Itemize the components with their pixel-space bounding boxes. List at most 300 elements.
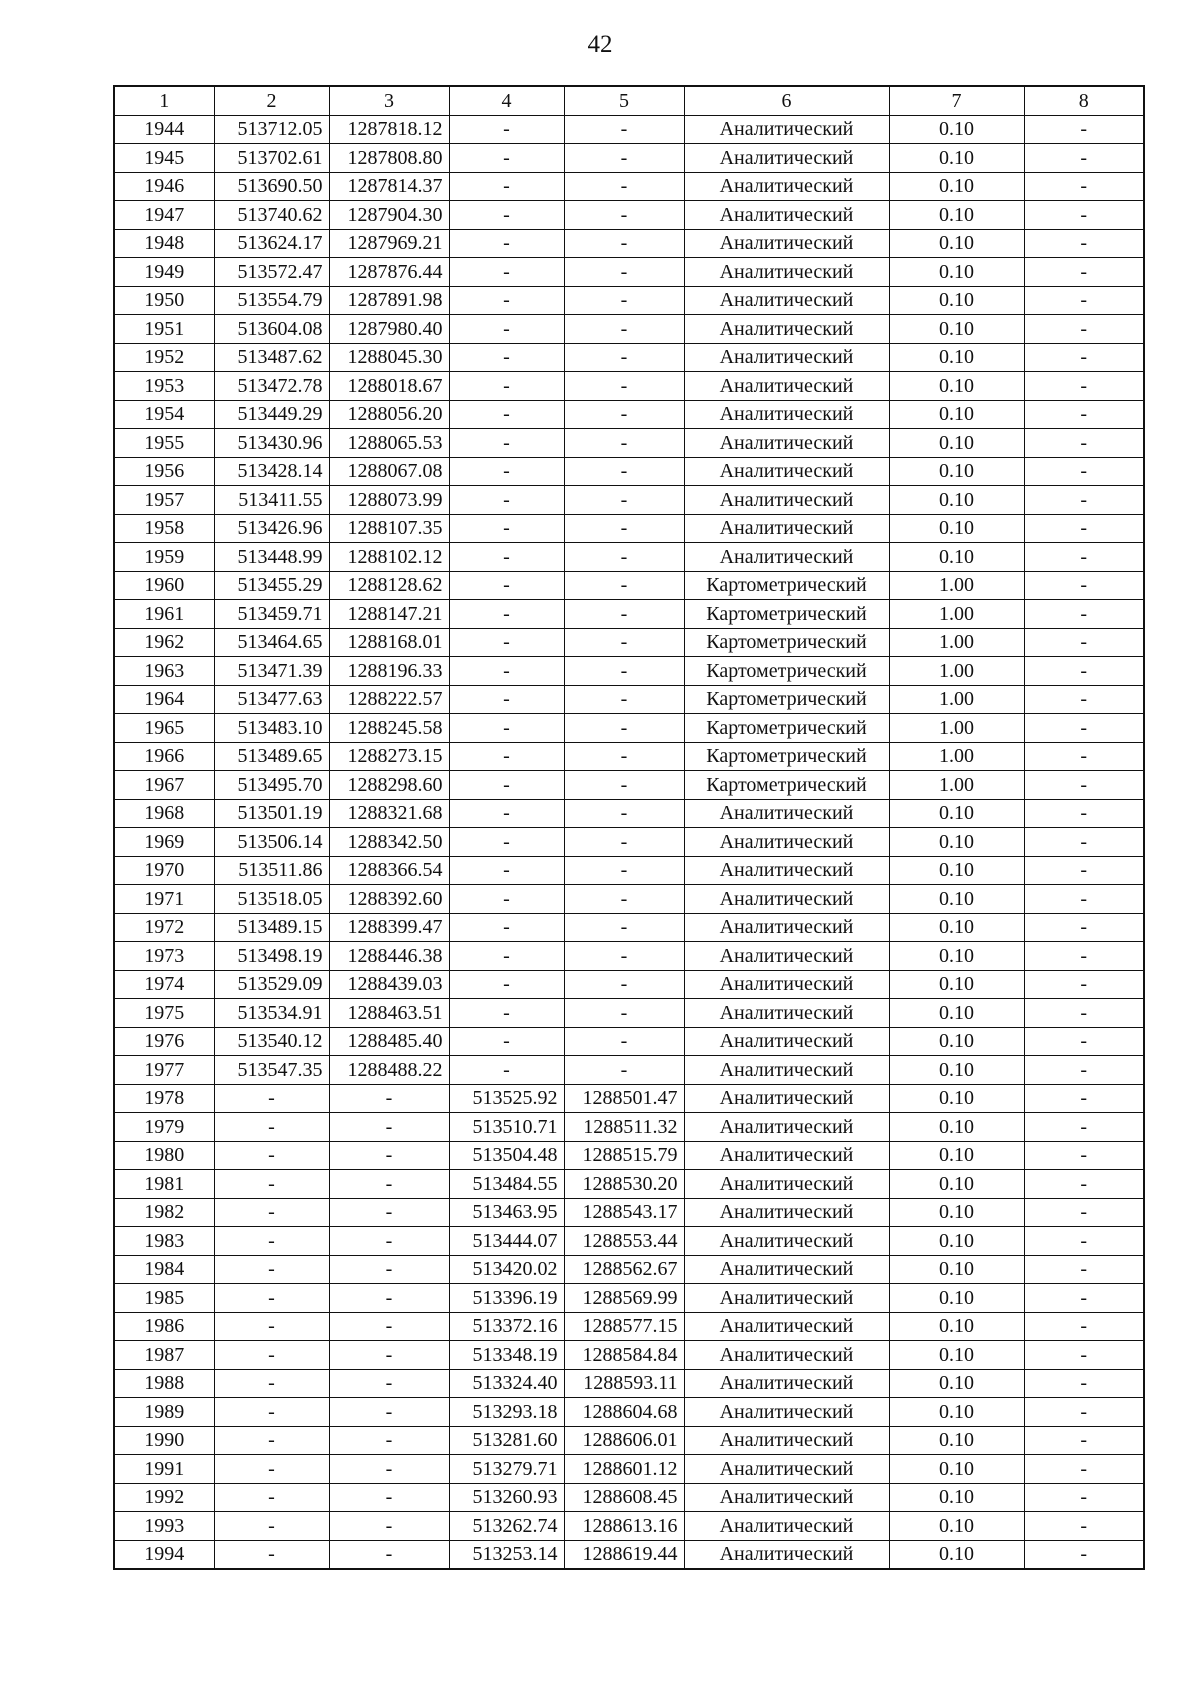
cell-description: -: [1024, 115, 1144, 144]
table-row: [114, 571, 1144, 600]
table-row: [114, 600, 1144, 629]
cell-description: -: [1024, 172, 1144, 201]
table-row: [114, 1084, 1144, 1113]
table-row: [114, 970, 1144, 999]
table-row: [114, 144, 1144, 173]
column-header-1: 1: [114, 86, 214, 115]
cell-method: Аналитический: [684, 1512, 889, 1541]
cell-point-number: 1951: [114, 315, 214, 344]
table-row: [114, 115, 1144, 144]
cell-x-new: 513324.40: [449, 1369, 564, 1398]
cell-accuracy: 0.10: [889, 144, 1024, 173]
cell-y-new: -: [564, 828, 684, 857]
cell-x-new: -: [449, 970, 564, 999]
table-row: [114, 999, 1144, 1028]
cell-y-new: -: [564, 172, 684, 201]
cell-y-new: -: [564, 343, 684, 372]
cell-accuracy: 0.10: [889, 1084, 1024, 1113]
cell-description: -: [1024, 600, 1144, 629]
cell-x-new: -: [449, 799, 564, 828]
cell-y-old: 1288045.30: [329, 343, 449, 372]
cell-accuracy: 0.10: [889, 486, 1024, 515]
cell-x-new: -: [449, 657, 564, 686]
table-row: [114, 1540, 1144, 1569]
cell-x-old: 513428.14: [214, 457, 329, 486]
cell-y-old: 1287980.40: [329, 315, 449, 344]
cell-y-old: 1288463.51: [329, 999, 449, 1028]
cell-x-new: -: [449, 714, 564, 743]
cell-x-new: -: [449, 600, 564, 629]
table-row: [114, 1512, 1144, 1541]
table-row: [114, 913, 1144, 942]
cell-y-new: 1288584.84: [564, 1341, 684, 1370]
cell-point-number: 1968: [114, 799, 214, 828]
cell-accuracy: 0.10: [889, 286, 1024, 315]
cell-y-old: 1288168.01: [329, 628, 449, 657]
cell-point-number: 1958: [114, 514, 214, 543]
cell-point-number: 1957: [114, 486, 214, 515]
cell-point-number: 1975: [114, 999, 214, 1028]
cell-point-number: 1983: [114, 1227, 214, 1256]
cell-accuracy: 0.10: [889, 172, 1024, 201]
cell-method: Аналитический: [684, 799, 889, 828]
cell-method: Аналитический: [684, 486, 889, 515]
cell-point-number: 1961: [114, 600, 214, 629]
cell-description: -: [1024, 1113, 1144, 1142]
table-row: [114, 1369, 1144, 1398]
cell-x-old: 513702.61: [214, 144, 329, 173]
cell-y-new: 1288530.20: [564, 1170, 684, 1199]
table-row: [114, 1141, 1144, 1170]
table-row: [114, 771, 1144, 800]
cell-accuracy: 0.10: [889, 115, 1024, 144]
cell-method: Аналитический: [684, 1483, 889, 1512]
cell-point-number: 1991: [114, 1455, 214, 1484]
cell-description: -: [1024, 1170, 1144, 1199]
cell-x-old: 513740.62: [214, 201, 329, 230]
table-row: [114, 1341, 1144, 1370]
cell-accuracy: 1.00: [889, 657, 1024, 686]
cell-point-number: 1979: [114, 1113, 214, 1142]
cell-method: Аналитический: [684, 172, 889, 201]
cell-x-new: -: [449, 201, 564, 230]
cell-x-new: -: [449, 286, 564, 315]
cell-x-old: 513426.96: [214, 514, 329, 543]
cell-point-number: 1988: [114, 1369, 214, 1398]
cell-method: Аналитический: [684, 942, 889, 971]
cell-accuracy: 0.10: [889, 514, 1024, 543]
cell-x-old: 513624.17: [214, 229, 329, 258]
table-row: [114, 172, 1144, 201]
cell-description: -: [1024, 1426, 1144, 1455]
cell-point-number: 1987: [114, 1341, 214, 1370]
coordinates-table: [113, 85, 1145, 1570]
cell-accuracy: 0.10: [889, 372, 1024, 401]
cell-x-old: 513529.09: [214, 970, 329, 999]
cell-x-old: 513712.05: [214, 115, 329, 144]
cell-x-old: -: [214, 1512, 329, 1541]
cell-y-old: 1288273.15: [329, 742, 449, 771]
cell-y-old: 1288196.33: [329, 657, 449, 686]
cell-description: -: [1024, 1141, 1144, 1170]
cell-x-new: -: [449, 486, 564, 515]
cell-method: Аналитический: [684, 343, 889, 372]
cell-point-number: 1944: [114, 115, 214, 144]
cell-method: Аналитический: [684, 429, 889, 458]
cell-y-old: 1287891.98: [329, 286, 449, 315]
cell-accuracy: 0.10: [889, 1483, 1024, 1512]
cell-x-old: 513572.47: [214, 258, 329, 287]
cell-accuracy: 1.00: [889, 571, 1024, 600]
cell-accuracy: 1.00: [889, 628, 1024, 657]
table-body: [114, 115, 1144, 1569]
cell-x-old: -: [214, 1398, 329, 1427]
cell-point-number: 1965: [114, 714, 214, 743]
cell-y-new: -: [564, 999, 684, 1028]
cell-y-old: -: [329, 1426, 449, 1455]
cell-y-new: -: [564, 970, 684, 999]
cell-x-new: 513525.92: [449, 1084, 564, 1113]
cell-y-new: -: [564, 571, 684, 600]
table-row: [114, 429, 1144, 458]
cell-y-new: 1288601.12: [564, 1455, 684, 1484]
cell-method: Картометрический: [684, 600, 889, 629]
cell-y-new: 1288613.16: [564, 1512, 684, 1541]
cell-y-old: 1288439.03: [329, 970, 449, 999]
cell-description: -: [1024, 714, 1144, 743]
cell-method: Картометрический: [684, 628, 889, 657]
cell-method: Аналитический: [684, 229, 889, 258]
table-row: [114, 685, 1144, 714]
cell-y-old: 1288298.60: [329, 771, 449, 800]
cell-x-old: 513471.39: [214, 657, 329, 686]
cell-accuracy: 0.10: [889, 913, 1024, 942]
cell-x-new: 513420.02: [449, 1255, 564, 1284]
cell-y-old: 1287814.37: [329, 172, 449, 201]
cell-y-old: 1288366.54: [329, 856, 449, 885]
cell-y-old: 1288067.08: [329, 457, 449, 486]
cell-y-new: -: [564, 628, 684, 657]
cell-accuracy: 0.10: [889, 1312, 1024, 1341]
cell-y-old: 1288342.50: [329, 828, 449, 857]
table-row: [114, 742, 1144, 771]
cell-x-old: 513448.99: [214, 543, 329, 572]
cell-x-new: -: [449, 742, 564, 771]
table-row: [114, 543, 1144, 572]
cell-description: -: [1024, 742, 1144, 771]
cell-point-number: 1955: [114, 429, 214, 458]
cell-y-old: -: [329, 1369, 449, 1398]
cell-method: Аналитический: [684, 201, 889, 230]
table-row: [114, 1398, 1144, 1427]
cell-x-new: -: [449, 942, 564, 971]
cell-point-number: 1959: [114, 543, 214, 572]
cell-method: Аналитический: [684, 1369, 889, 1398]
cell-x-new: -: [449, 144, 564, 173]
cell-description: -: [1024, 1483, 1144, 1512]
cell-point-number: 1953: [114, 372, 214, 401]
cell-x-old: 513430.96: [214, 429, 329, 458]
cell-x-new: -: [449, 885, 564, 914]
table-row: [114, 799, 1144, 828]
table-row: [114, 229, 1144, 258]
cell-method: Картометрический: [684, 685, 889, 714]
cell-accuracy: 0.10: [889, 970, 1024, 999]
cell-x-new: -: [449, 1056, 564, 1085]
cell-method: Аналитический: [684, 1084, 889, 1113]
cell-method: Аналитический: [684, 1027, 889, 1056]
cell-x-new: -: [449, 543, 564, 572]
cell-y-new: -: [564, 856, 684, 885]
cell-y-new: 1288606.01: [564, 1426, 684, 1455]
cell-method: Аналитический: [684, 372, 889, 401]
cell-y-old: -: [329, 1341, 449, 1370]
cell-description: -: [1024, 372, 1144, 401]
cell-method: Аналитический: [684, 1426, 889, 1455]
cell-point-number: 1963: [114, 657, 214, 686]
table-row: [114, 628, 1144, 657]
cell-y-new: -: [564, 543, 684, 572]
table-row: [114, 657, 1144, 686]
cell-description: -: [1024, 201, 1144, 230]
cell-method: Аналитический: [684, 115, 889, 144]
cell-description: -: [1024, 229, 1144, 258]
cell-x-old: 513483.10: [214, 714, 329, 743]
cell-y-old: 1288488.22: [329, 1056, 449, 1085]
cell-description: -: [1024, 913, 1144, 942]
cell-accuracy: 0.10: [889, 1284, 1024, 1313]
cell-x-new: -: [449, 514, 564, 543]
cell-y-new: -: [564, 315, 684, 344]
cell-y-new: -: [564, 799, 684, 828]
cell-y-new: 1288543.17: [564, 1198, 684, 1227]
cell-x-new: 513463.95: [449, 1198, 564, 1227]
cell-y-new: -: [564, 400, 684, 429]
cell-method: Аналитический: [684, 1141, 889, 1170]
cell-point-number: 1980: [114, 1141, 214, 1170]
cell-x-old: 513518.05: [214, 885, 329, 914]
table-row: [114, 942, 1144, 971]
cell-x-old: 513477.63: [214, 685, 329, 714]
cell-point-number: 1981: [114, 1170, 214, 1199]
cell-x-new: 513262.74: [449, 1512, 564, 1541]
cell-method: Аналитический: [684, 885, 889, 914]
table-row: [114, 1284, 1144, 1313]
cell-y-new: 1288553.44: [564, 1227, 684, 1256]
cell-method: Аналитический: [684, 457, 889, 486]
cell-x-new: 513510.71: [449, 1113, 564, 1142]
cell-accuracy: 0.10: [889, 1455, 1024, 1484]
cell-y-old: 1288147.21: [329, 600, 449, 629]
cell-method: Аналитический: [684, 1341, 889, 1370]
column-header-8: 8: [1024, 86, 1144, 115]
cell-description: -: [1024, 400, 1144, 429]
cell-y-old: -: [329, 1284, 449, 1313]
cell-point-number: 1976: [114, 1027, 214, 1056]
cell-description: -: [1024, 1312, 1144, 1341]
cell-description: -: [1024, 657, 1144, 686]
cell-accuracy: 0.10: [889, 1426, 1024, 1455]
cell-accuracy: 1.00: [889, 685, 1024, 714]
cell-description: -: [1024, 1369, 1144, 1398]
table-row: [114, 1426, 1144, 1455]
cell-accuracy: 0.10: [889, 1027, 1024, 1056]
cell-y-new: -: [564, 1056, 684, 1085]
table-row: [114, 457, 1144, 486]
cell-y-new: -: [564, 457, 684, 486]
cell-point-number: 1994: [114, 1540, 214, 1569]
cell-x-old: 513506.14: [214, 828, 329, 857]
cell-x-new: 513504.48: [449, 1141, 564, 1170]
cell-y-old: -: [329, 1198, 449, 1227]
table-header-row: [114, 86, 1144, 115]
cell-y-new: -: [564, 115, 684, 144]
table-row: [114, 486, 1144, 515]
cell-description: -: [1024, 1056, 1144, 1085]
cell-y-old: -: [329, 1398, 449, 1427]
cell-y-new: 1288608.45: [564, 1483, 684, 1512]
cell-x-new: -: [449, 229, 564, 258]
cell-y-new: -: [564, 771, 684, 800]
cell-description: -: [1024, 1198, 1144, 1227]
cell-x-old: 513604.08: [214, 315, 329, 344]
cell-point-number: 1982: [114, 1198, 214, 1227]
cell-method: Аналитический: [684, 543, 889, 572]
table-row: [114, 343, 1144, 372]
cell-method: Аналитический: [684, 315, 889, 344]
cell-x-old: 513472.78: [214, 372, 329, 401]
cell-point-number: 1952: [114, 343, 214, 372]
cell-description: -: [1024, 1455, 1144, 1484]
cell-y-new: 1288501.47: [564, 1084, 684, 1113]
cell-y-new: -: [564, 685, 684, 714]
cell-method: Аналитический: [684, 1284, 889, 1313]
cell-method: Аналитический: [684, 1312, 889, 1341]
cell-point-number: 1967: [114, 771, 214, 800]
cell-y-old: 1287876.44: [329, 258, 449, 287]
cell-y-new: 1288511.32: [564, 1113, 684, 1142]
cell-method: Картометрический: [684, 657, 889, 686]
column-header-2: 2: [214, 86, 329, 115]
cell-point-number: 1970: [114, 856, 214, 885]
table-row: [114, 1483, 1144, 1512]
cell-point-number: 1956: [114, 457, 214, 486]
cell-x-new: -: [449, 628, 564, 657]
cell-y-new: -: [564, 258, 684, 287]
cell-description: -: [1024, 1284, 1144, 1313]
cell-accuracy: 0.10: [889, 1341, 1024, 1370]
cell-accuracy: 1.00: [889, 742, 1024, 771]
cell-x-new: -: [449, 400, 564, 429]
cell-point-number: 1990: [114, 1426, 214, 1455]
cell-x-old: -: [214, 1540, 329, 1569]
cell-method: Аналитический: [684, 1255, 889, 1284]
cell-method: Аналитический: [684, 999, 889, 1028]
cell-x-old: 513464.65: [214, 628, 329, 657]
cell-method: Аналитический: [684, 144, 889, 173]
cell-description: -: [1024, 1255, 1144, 1284]
cell-y-old: -: [329, 1084, 449, 1113]
cell-point-number: 1986: [114, 1312, 214, 1341]
cell-y-new: -: [564, 1027, 684, 1056]
cell-x-new: -: [449, 685, 564, 714]
cell-y-old: 1288222.57: [329, 685, 449, 714]
cell-y-old: 1287808.80: [329, 144, 449, 173]
cell-accuracy: 0.10: [889, 1255, 1024, 1284]
cell-description: -: [1024, 1084, 1144, 1113]
cell-accuracy: 0.10: [889, 799, 1024, 828]
cell-point-number: 1966: [114, 742, 214, 771]
cell-x-new: -: [449, 828, 564, 857]
cell-y-old: -: [329, 1113, 449, 1142]
cell-y-new: -: [564, 429, 684, 458]
cell-description: -: [1024, 1512, 1144, 1541]
cell-y-new: 1288569.99: [564, 1284, 684, 1313]
cell-point-number: 1947: [114, 201, 214, 230]
cell-point-number: 1948: [114, 229, 214, 258]
cell-x-old: 513489.65: [214, 742, 329, 771]
cell-description: -: [1024, 486, 1144, 515]
cell-y-old: -: [329, 1141, 449, 1170]
cell-x-old: -: [214, 1141, 329, 1170]
cell-accuracy: 1.00: [889, 771, 1024, 800]
cell-x-old: -: [214, 1455, 329, 1484]
cell-accuracy: 0.10: [889, 457, 1024, 486]
cell-x-old: -: [214, 1170, 329, 1199]
cell-y-old: 1288485.40: [329, 1027, 449, 1056]
cell-point-number: 1973: [114, 942, 214, 971]
cell-x-new: 513396.19: [449, 1284, 564, 1313]
cell-x-new: -: [449, 115, 564, 144]
cell-y-new: 1288562.67: [564, 1255, 684, 1284]
cell-y-old: 1288245.58: [329, 714, 449, 743]
table-row: [114, 1227, 1144, 1256]
cell-x-new: 513372.16: [449, 1312, 564, 1341]
cell-x-old: -: [214, 1084, 329, 1113]
cell-x-new: -: [449, 343, 564, 372]
cell-y-new: -: [564, 286, 684, 315]
cell-point-number: 1972: [114, 913, 214, 942]
cell-y-old: -: [329, 1540, 449, 1569]
cell-description: -: [1024, 144, 1144, 173]
cell-x-new: -: [449, 172, 564, 201]
cell-description: -: [1024, 258, 1144, 287]
cell-accuracy: 0.10: [889, 1056, 1024, 1085]
cell-x-old: 513547.35: [214, 1056, 329, 1085]
cell-point-number: 1992: [114, 1483, 214, 1512]
cell-x-old: -: [214, 1198, 329, 1227]
cell-description: -: [1024, 1027, 1144, 1056]
cell-accuracy: 0.10: [889, 1141, 1024, 1170]
cell-x-new: -: [449, 999, 564, 1028]
cell-description: -: [1024, 343, 1144, 372]
cell-x-old: 513455.29: [214, 571, 329, 600]
cell-point-number: 1954: [114, 400, 214, 429]
cell-description: -: [1024, 628, 1144, 657]
cell-y-old: -: [329, 1455, 449, 1484]
cell-method: Картометрический: [684, 714, 889, 743]
cell-description: -: [1024, 942, 1144, 971]
cell-y-new: -: [564, 372, 684, 401]
cell-method: Аналитический: [684, 1113, 889, 1142]
table-row: [114, 372, 1144, 401]
cell-point-number: 1964: [114, 685, 214, 714]
cell-x-old: 513690.50: [214, 172, 329, 201]
cell-x-old: -: [214, 1227, 329, 1256]
cell-y-old: 1287904.30: [329, 201, 449, 230]
column-header-6: 6: [684, 86, 889, 115]
cell-x-old: 513554.79: [214, 286, 329, 315]
